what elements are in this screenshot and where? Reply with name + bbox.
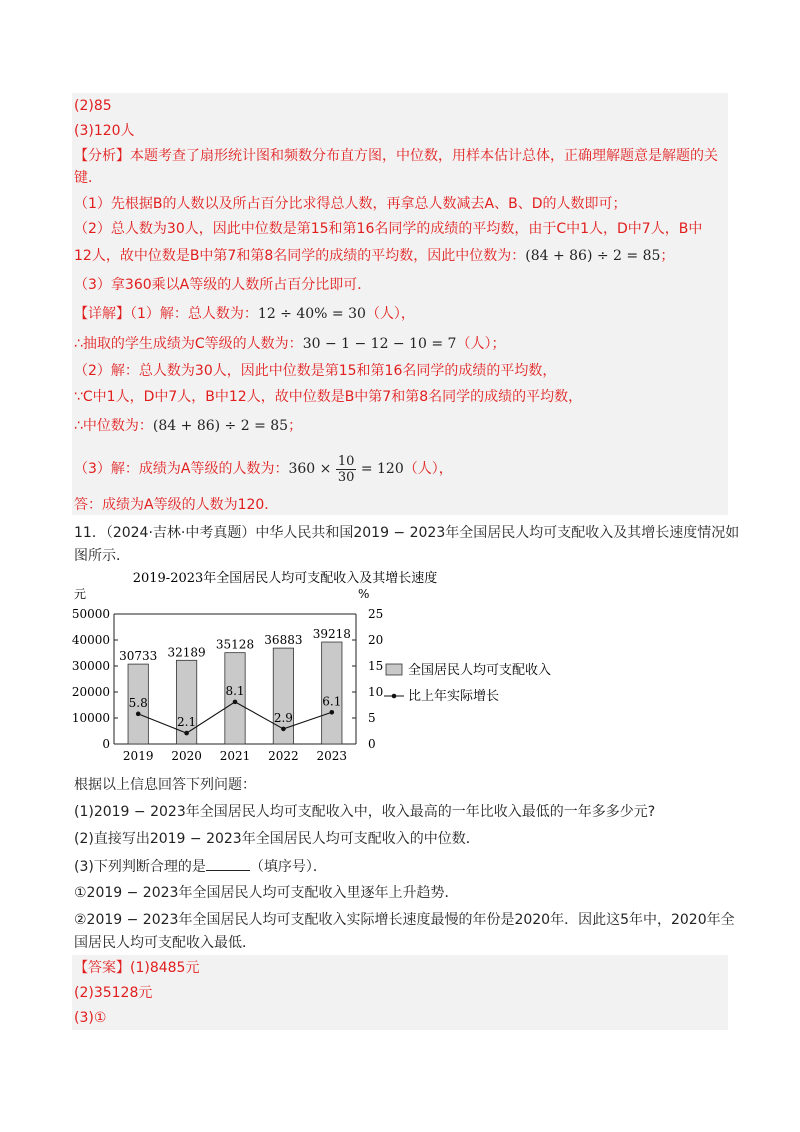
- y-left-tick-label: 10000: [71, 711, 110, 725]
- chart-title: 2019-2023年全国居民人均可支配收入及其增长速度: [132, 571, 438, 586]
- answer-line-2: (2)35128元: [74, 985, 153, 1001]
- answer-blank[interactable]: [206, 856, 250, 871]
- question-3: [74, 856, 327, 877]
- growth-point-label: 2.1: [177, 715, 197, 730]
- growth-point-label: 6.1: [322, 694, 342, 709]
- detail-1-text: （1）解：总人数为：: [130, 306, 258, 322]
- detail-6-tail: （人），: [403, 461, 453, 477]
- analysis-step-2b: [74, 246, 674, 266]
- analysis-line-2: 键．: [74, 170, 102, 186]
- y-right-tick-label: 20: [368, 633, 384, 647]
- x-tick-label: 2023: [316, 749, 348, 763]
- detail-2-tail: （人）；: [456, 336, 506, 352]
- chart-legend: [384, 662, 551, 704]
- analysis-line-1: [74, 146, 718, 166]
- y-left-tick-label: 50000: [71, 607, 110, 621]
- detail-5-text: ∴中位数为：: [74, 418, 153, 434]
- x-tick-label: 2019: [122, 749, 154, 763]
- y-right-tick-label: 15: [368, 659, 384, 673]
- detail-line-1: [74, 304, 415, 324]
- legend-bar-swatch: [386, 664, 402, 675]
- income-chart: [70, 568, 630, 768]
- median-formula-2: (84 + 86) ÷ 2 = 85: [152, 418, 289, 434]
- growth-point-label: 5.8: [128, 695, 148, 710]
- question-3-tail: （填序号）．: [249, 859, 327, 875]
- analysis-step-2b-tail: ；: [660, 248, 675, 264]
- detail-line-3: （2）解：总人数为30人，因此中位数是第15和第16名同学的成绩的平均数，: [74, 363, 557, 379]
- answer-3: (3)120人: [74, 123, 135, 139]
- income-bar-label: 32189: [167, 645, 206, 660]
- detail-2-text: ∴抽取的学生成绩为C等级的人数为：: [74, 336, 303, 352]
- a-level-formula-post: = 120: [360, 461, 404, 477]
- a-level-formula-pre: 360 ×: [288, 461, 332, 477]
- question-line-2: 图所示．: [74, 548, 130, 564]
- option-2b: 国居民人均可支配收入最低．: [74, 935, 256, 951]
- answer-line-1: [74, 958, 199, 978]
- answer-label: 【答案】: [74, 960, 130, 976]
- y-right-tick-label: 10: [368, 685, 384, 699]
- option-2a: ②2019 − 2023年全国居民人均可支配收入实际增长速度最慢的年份是2020年．因此这5年中，2020年全: [74, 912, 735, 928]
- growth-point-label: 8.1: [225, 683, 245, 698]
- legend-line-marker: [392, 694, 397, 699]
- analysis-step-2b-text: 12人，故中位数是B中第7和第8名同学的成绩的平均数，因此中位数为：: [74, 248, 526, 264]
- c-level-formula: 30 − 1 − 12 − 10 = 7: [302, 336, 457, 352]
- y-right-tick-label: 25: [368, 607, 384, 621]
- option-1: ①2019 − 2023年全国居民人均可支配收入里逐年上升趋势．: [74, 885, 459, 901]
- income-bar-label: 36883: [264, 633, 303, 648]
- conclusion: 答：成绩为A等级的人数为120．: [74, 497, 279, 513]
- legend-line-label: 比上年实际增长: [408, 689, 500, 704]
- fraction-denominator: 30: [337, 469, 355, 485]
- x-tick-label: 2022: [268, 749, 299, 763]
- fraction-numerator: 10: [337, 453, 355, 469]
- detail-line-2: [74, 334, 505, 354]
- growth-point: [184, 731, 189, 736]
- detail-label: 【详解】: [74, 306, 130, 322]
- x-tick-label: 2021: [219, 749, 251, 763]
- y-right-unit: %: [358, 587, 370, 601]
- y-right-tick-label: 0: [368, 737, 376, 751]
- income-bar: [322, 642, 342, 744]
- detail-6-text: （3）解：成绩为A等级的人数为：: [74, 461, 289, 477]
- analysis-text: 本题考查了扇形统计图和频数分布直方图，中位数，用样本估计总体，正确理解题意是解题的关: [130, 148, 718, 164]
- question-3-text: (3)下列判断合理的是: [74, 859, 206, 875]
- growth-point-label: 2.9: [273, 710, 293, 725]
- question-1: (1)2019 − 2023年全国居民人均可支配收入中，收入最高的一年比收入最低的一年多多少元?: [74, 804, 656, 820]
- y-left-tick-label: 30000: [71, 659, 110, 673]
- question-line-1: 11．（2024·吉林·中考真题）中华人民共和国2019 − 2023年全国居民人均可支配收入及其增长速度情况如: [74, 525, 740, 541]
- answer-line-3: (3)①: [74, 1010, 107, 1026]
- income-bar-label: 35128: [215, 637, 255, 652]
- x-tick-label: 2020: [171, 749, 202, 763]
- analysis-step-2a: （2）总人数为30人，因此中位数是第15和第16名同学的成绩的平均数，由于C中1人，D中7人，B中: [74, 221, 703, 237]
- prompt: 根据以上信息回答下列问题：: [74, 777, 256, 793]
- median-formula: (84 + 86) ÷ 2 = 85: [525, 248, 661, 264]
- income-bar-label: 30733: [119, 649, 158, 664]
- analysis-step-3: （3）拿360乘以A等级的人数所占百分比即可．: [74, 277, 372, 293]
- growth-point: [233, 700, 238, 705]
- income-bar: [225, 653, 245, 744]
- growth-point: [281, 727, 286, 732]
- growth-point: [330, 710, 335, 715]
- detail-line-6: [74, 452, 453, 486]
- income-bar-label: 39218: [312, 627, 351, 642]
- y-right-tick-label: 5: [368, 711, 376, 725]
- detail-line-4: ∵C中1人，D中7人，B中12人，故中位数是B中第7和第8名同学的成绩的平均数，: [74, 389, 583, 405]
- answer-2: (2)85: [74, 98, 112, 114]
- analysis-step-1: （1）先根据B的人数以及所占百分比求得总人数，再拿总人数减去A、B、D的人数即可；: [74, 196, 627, 212]
- question-2: (2)直接写出2019 − 2023年全国居民人均可支配收入的中位数．: [74, 831, 480, 847]
- growth-point: [136, 712, 141, 717]
- analysis-label: 【分析】: [74, 148, 130, 164]
- detail-5-tail: ；: [288, 418, 303, 434]
- fraction: [336, 454, 357, 485]
- total-formula: 12 ÷ 40% = 30: [257, 306, 366, 322]
- answer-1: (1)8485元: [130, 960, 200, 976]
- legend-bar-label: 全国居民人均可支配收入: [408, 663, 552, 678]
- y-left-tick-label: 0: [102, 737, 110, 751]
- detail-1-tail: （人），: [365, 306, 415, 322]
- y-left-unit: 元: [74, 587, 87, 601]
- y-left-tick-label: 40000: [71, 633, 110, 647]
- y-left-tick-label: 20000: [71, 685, 110, 699]
- detail-line-5: [74, 416, 302, 436]
